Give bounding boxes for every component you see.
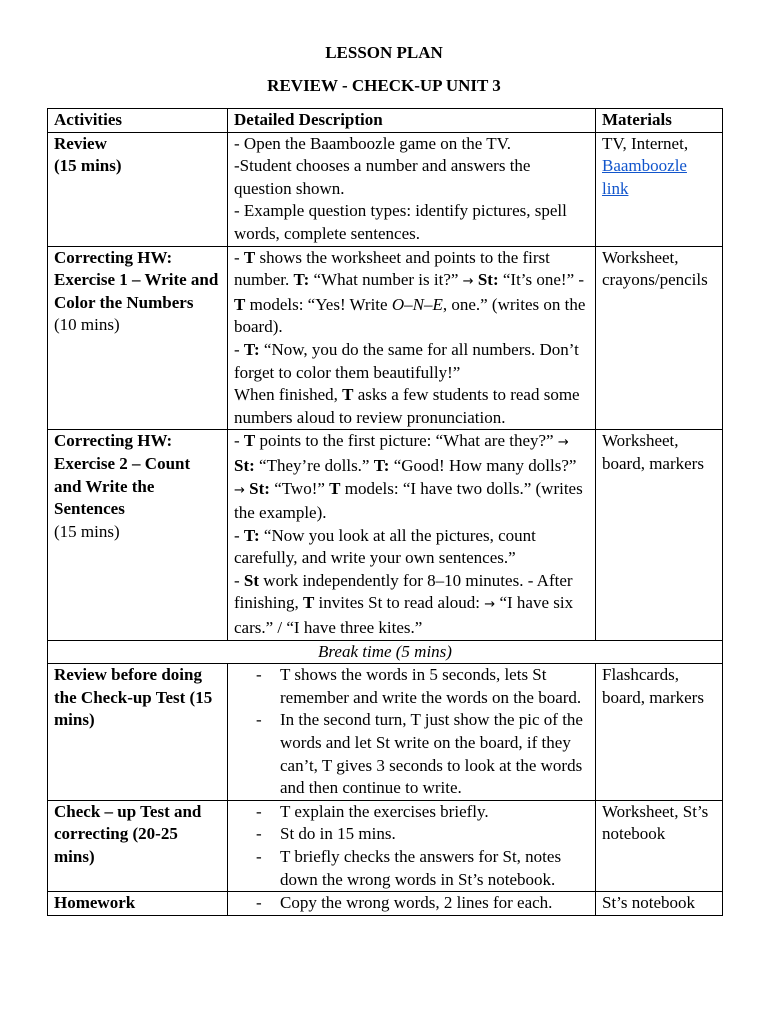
activity-cell xyxy=(48,246,228,430)
list-item: - St do in 15 mins. xyxy=(280,823,589,846)
materials-cell: Worksheet, St’s notebook xyxy=(596,800,723,891)
table-row-exercise-2 xyxy=(48,430,723,640)
table-row-break xyxy=(48,640,723,664)
activity-name: Homework xyxy=(54,893,136,913)
activity-name: Correcting HW: Exercise 1 – Write and Color the Numbers xyxy=(54,247,219,312)
table-row-check-up-test xyxy=(48,800,723,891)
arrow-icon: → xyxy=(234,482,245,498)
list-item: - In the second turn, T just show the pic of the words and let St write on the board, if they can’t, T gives 3 seconds to look at the words and then continue to write. xyxy=(280,709,589,799)
description-cell: - T shows the worksheet and points to the first number. T: “What number is it?” → St: “It’s one!” - T models: “Yes! Write O–N–E, one.” (writes on the board). - T: “Now, you do the same for all numbers. Don’t forget to color them beautifully!” When finished, T asks a few students to read some numbers aloud to review pronunciation. xyxy=(228,246,596,430)
activity-time: (10 mins) xyxy=(54,315,120,335)
lesson-plan-table xyxy=(47,108,723,916)
activity-cell xyxy=(48,664,228,801)
arrow-icon: → xyxy=(484,597,496,613)
description-cell: - Open the Baamboozle game on the TV. -Student chooses a number and answers the question shown. - Example question types: identify pictures, spell words, complete sentences. xyxy=(228,132,596,246)
description-cell xyxy=(228,892,596,916)
activity-name: Review xyxy=(54,133,107,153)
materials-cell: Flashcards, board, markers xyxy=(596,664,723,801)
header-activities: Activities xyxy=(48,109,228,133)
list-item: - Copy the wrong words, 2 lines for each. xyxy=(280,892,589,915)
description-cell xyxy=(228,664,596,801)
description-cell: - T points to the first picture: “What are they?” → St: “They’re dolls.” T: “Good! How many dolls?” → St: “Two!” T models: “I have two dolls.” (writes the example). - T: “Now you look at all the pictures, count carefully, and write your own sentences.” - St work independently for 8–10 minutes. - After finishing, T invites St to read aloud: → “I have six cars.” / “I have three kites.” xyxy=(228,430,596,640)
activity-cell xyxy=(48,430,228,640)
list-item: - T shows the words in 5 seconds, lets St remember and write the words on the board. xyxy=(280,664,589,709)
break-time-cell: Break time (5 mins) xyxy=(48,640,723,664)
table-row-review-before-test xyxy=(48,664,723,801)
document-subtitle: REVIEW - CHECK-UP UNIT 3 xyxy=(267,76,501,95)
activity-name: Correcting HW: Exercise 2 – Count and Write the Sentences xyxy=(54,431,191,519)
table-row-homework xyxy=(48,892,723,916)
materials-cell: Worksheet, board, markers xyxy=(596,430,723,640)
activity-time: (15 mins) xyxy=(54,521,120,541)
materials-cell: Worksheet, crayons/pencils xyxy=(596,246,723,430)
activity-time: (15 mins) xyxy=(54,156,122,176)
arrow-icon: → xyxy=(462,274,474,290)
activity-name: Review before doing the Check-up Test (15 mins) xyxy=(54,665,213,730)
list-item: - T explain the exercises briefly. xyxy=(280,801,589,824)
header-description: Detailed Description xyxy=(228,109,596,133)
table-row-review xyxy=(48,132,723,246)
document-title: LESSON PLAN xyxy=(325,43,443,62)
table-row-exercise-1 xyxy=(48,246,723,430)
description-cell xyxy=(228,800,596,891)
table-header-row xyxy=(48,109,723,133)
materials-cell: TV, Internet, Baamboozle link xyxy=(596,132,723,246)
baamboozle-link[interactable]: Baamboozle link xyxy=(602,156,687,198)
activity-cell xyxy=(48,892,228,916)
activity-cell xyxy=(48,132,228,246)
activity-name: Check – up Test and correcting (20-25 mins) xyxy=(54,801,202,866)
arrow-icon: → xyxy=(557,435,569,451)
activity-cell xyxy=(48,800,228,891)
header-materials: Materials xyxy=(596,109,723,133)
list-item: - T briefly checks the answers for St, notes down the wrong words in St’s notebook. xyxy=(280,846,589,891)
materials-cell: St’s notebook xyxy=(596,892,723,916)
